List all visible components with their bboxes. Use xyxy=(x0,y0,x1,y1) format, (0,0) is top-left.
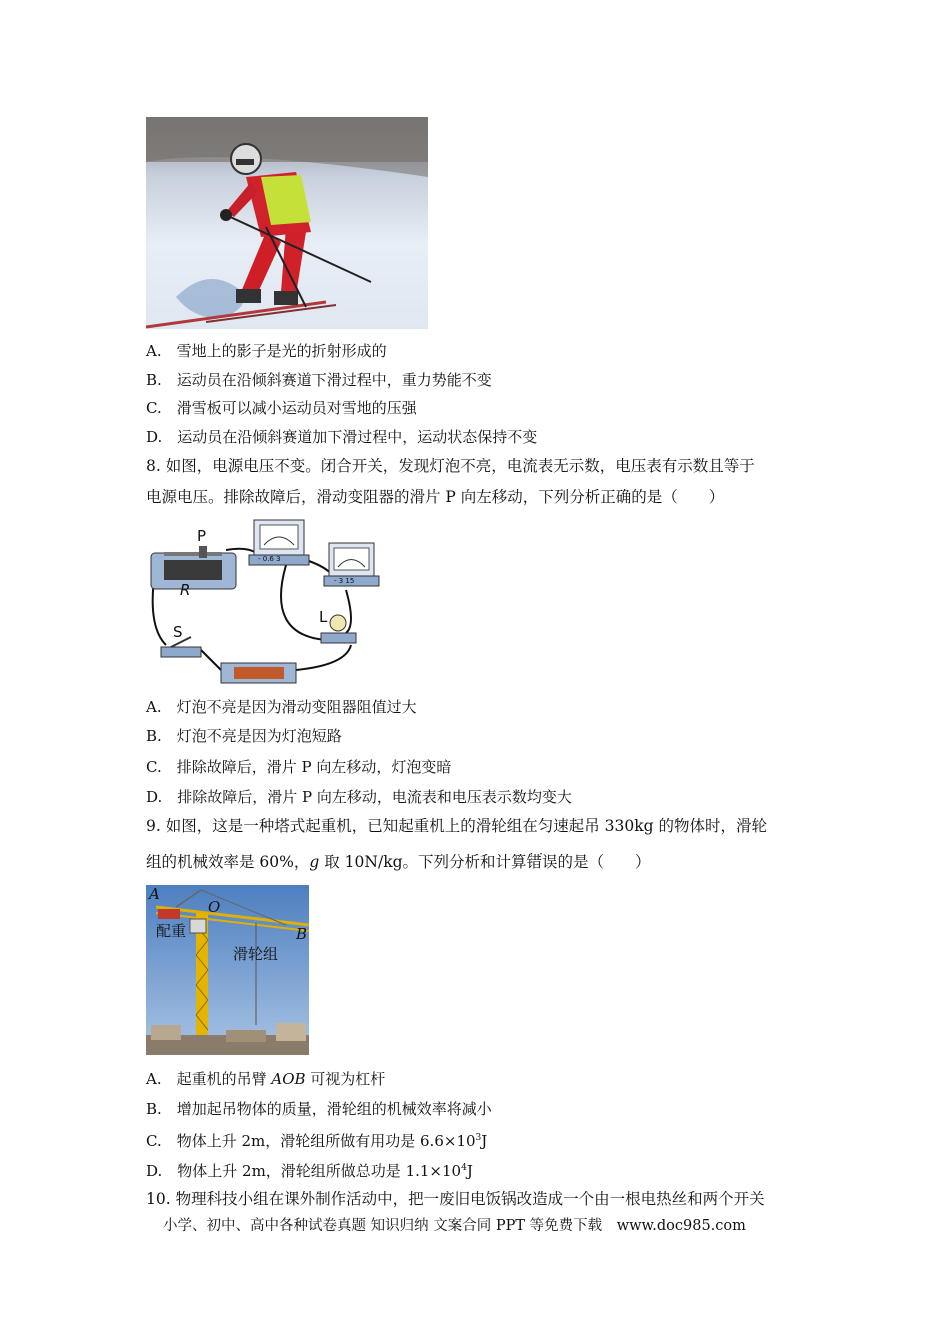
q9-option-d: D. 物体上升 2m，滑轮组所做总功是 $1.1\times 10^4J$ xyxy=(146,1162,473,1180)
q7-option-d: D. 运动员在沿倾斜赛道加下滑过程中，运动状态保持不变 xyxy=(146,428,538,446)
skier-photo xyxy=(146,117,428,329)
crane-label-o: O xyxy=(208,898,221,916)
ammeter-scale: - 0.6 3 xyxy=(258,555,281,563)
emphasis-error: 错误 · · xyxy=(527,853,558,871)
footer xyxy=(163,1214,756,1235)
crane-label-a: A xyxy=(149,885,160,903)
label-p: P xyxy=(197,527,207,545)
q8-option-c: C. 排除故障后，滑片 P 向左移动，灯泡变暗 xyxy=(146,758,452,776)
q8-stem-line1: 8. 如图，电源电压不变。闭合开关，发现灯泡不亮，电流表无示数，电压表有示数且等于 xyxy=(146,457,755,475)
q7-option-c: C. 滑雪板可以减小运动员对雪地的压强 xyxy=(146,399,417,417)
q7-option-b: B. 运动员在沿倾斜赛道下滑过程中，重力势能不变 xyxy=(146,371,492,389)
label-s: S xyxy=(173,623,183,641)
q9-stem-line1: 9. 如图，这是一种塔式起重机，已知起重机上的滑轮组在匀速起吊 330kg 的物体时，滑轮 xyxy=(146,817,767,835)
crane-label-pulley: 滑轮组 xyxy=(233,945,279,963)
q7-option-a: A. 雪地上的影子是光的折射形成的 xyxy=(146,342,387,360)
q8-option-d: D. 排除故障后，滑片 P 向左移动，电流表和电压表示数均变大 xyxy=(146,788,572,806)
q9-option-b: B. 增加起吊物体的质量，滑轮组的机械效率将减小 xyxy=(146,1100,492,1118)
q8-option-b: B. 灯泡不亮是因为灯泡短路 xyxy=(146,727,342,745)
voltmeter-scale: - 3 15 xyxy=(334,577,355,585)
label-l: L xyxy=(319,608,328,626)
q10-stem-line1: 10. 物理科技小组在课外制作活动中，把一废旧电饭锅改造成一个由一根电热丝和两个开关 xyxy=(146,1190,765,1208)
q8-option-a: A. 灯泡不亮是因为滑动变阻器阻值过大 xyxy=(146,698,417,716)
crane-label-counterweight: 配重 xyxy=(156,922,187,940)
circuit-figure xyxy=(146,515,386,690)
crane-label-b: B xyxy=(296,925,308,943)
q9-stem-line2: 组的机械效率是 60%，g 取 10N/kg。下列分析和计算错误 · ·的是（ ） xyxy=(146,851,651,873)
footer-text: 小学、初中、高中各种试卷真题 知识归纳 文案合同 PPT 等免费下载 xyxy=(163,1218,603,1234)
crane-photo xyxy=(146,885,309,1055)
label-r: R xyxy=(180,581,191,599)
footer-url[interactable]: www.doc985.com xyxy=(616,1218,746,1234)
q9-option-a: A. 起重机的吊臂 AOB 可视为杠杆 xyxy=(146,1070,386,1088)
q8-stem-line2: 电源电压。排除故障后，滑动变阻器的滑片 P 向左移动，下列分析正确的是（ ） xyxy=(146,488,725,506)
q9-option-c: C. 物体上升 2m，滑轮组所做有用功是 $6.6\times 10^3J$ xyxy=(146,1132,488,1150)
